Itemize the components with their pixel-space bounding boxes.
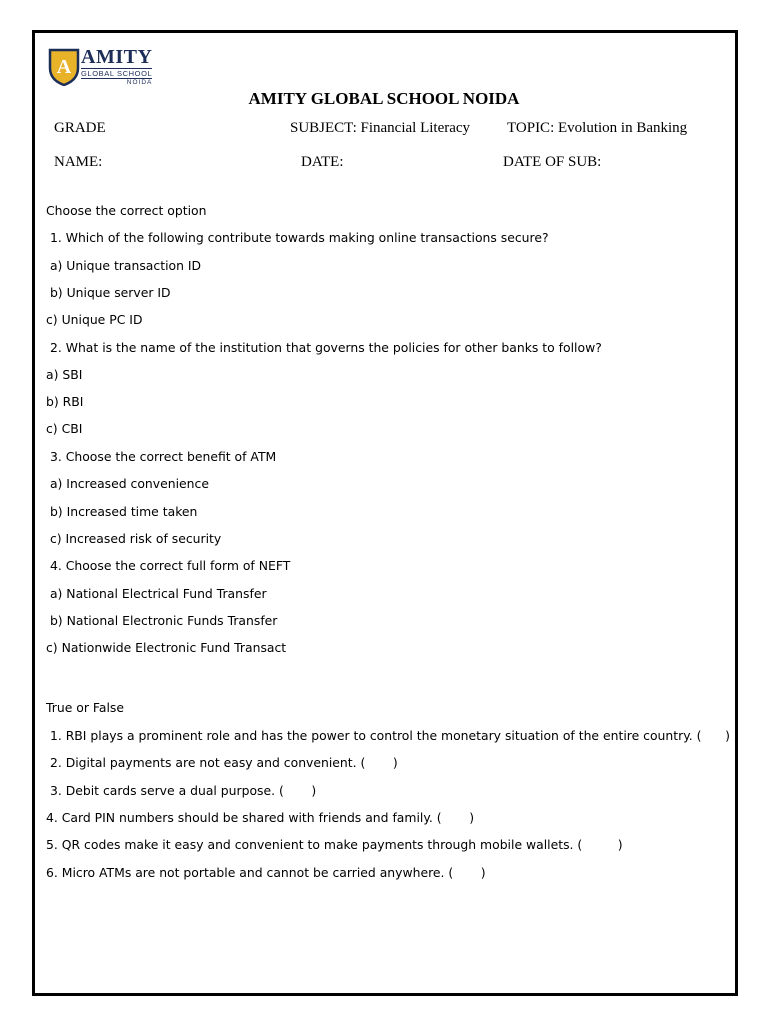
- logo-subtitle: GLOBAL SCHOOL: [81, 69, 153, 78]
- mcq-line: c) Increased risk of security: [46, 531, 222, 546]
- subject-label: SUBJECT: Financial Literacy: [290, 120, 471, 136]
- mcq-line: a) Increased convenience: [46, 476, 209, 491]
- mcq-line: 3. Choose the correct benefit of ATM: [46, 449, 277, 464]
- mcq-heading: Choose the correct option: [46, 203, 207, 218]
- mcq-line: b) Increased time taken: [46, 504, 198, 519]
- mcq-line: c) Unique PC ID: [46, 312, 143, 327]
- true-false-line: 5. QR codes make it easy and convenient to make payments through mobile wallets. ( ): [46, 837, 623, 852]
- mcq-line: 2. What is the name of the institution that governs the policies for other banks to follow?: [46, 340, 602, 355]
- logo-city: NOIDA: [126, 79, 153, 86]
- mcq-line: a) National Electrical Fund Transfer: [46, 586, 267, 601]
- mcq-line: b) RBI: [46, 394, 84, 409]
- shield-letter: A: [56, 56, 72, 78]
- mcq-line: c) CBI: [46, 421, 83, 436]
- true-false-line: 3. Debit cards serve a dual purpose. ( ): [46, 783, 317, 798]
- mcq-line: 1. Which of the following contribute towards making online transactions secure?: [46, 230, 549, 245]
- true-false-heading: True or False: [46, 700, 124, 715]
- true-false-line: 6. Micro ATMs are not portable and cannot be carried anywhere. ( ): [46, 865, 486, 880]
- mcq-line: b) Unique server ID: [46, 285, 171, 300]
- topic-label: TOPIC: Evolution in Banking: [507, 120, 688, 136]
- true-false-line: 4. Card PIN numbers should be shared with friends and family. ( ): [46, 810, 475, 825]
- mcq-line: c) Nationwide Electronic Fund Transact: [46, 640, 287, 655]
- logo-brand: AMITY: [81, 46, 153, 68]
- logo-wordmark: [81, 47, 152, 87]
- true-false-line: 2. Digital payments are not easy and convenient. ( ): [46, 755, 398, 770]
- date-of-sub-label: DATE OF SUB:: [503, 154, 602, 170]
- grade-label: GRADE: [54, 120, 106, 136]
- mcq-line: a) Unique transaction ID: [46, 258, 202, 273]
- mcq-line: b) National Electronic Funds Transfer: [46, 613, 278, 628]
- date-label: DATE:: [301, 154, 344, 170]
- name-label: NAME:: [54, 154, 103, 170]
- school-title: AMITY GLOBAL SCHOOL NOIDA: [248, 89, 520, 108]
- mcq-line: a) SBI: [46, 367, 83, 382]
- true-false-line: 1. RBI plays a prominent role and has the power to control the monetary situation of the entire country. ( ): [46, 728, 730, 743]
- mcq-line: 4. Choose the correct full form of NEFT: [46, 558, 291, 573]
